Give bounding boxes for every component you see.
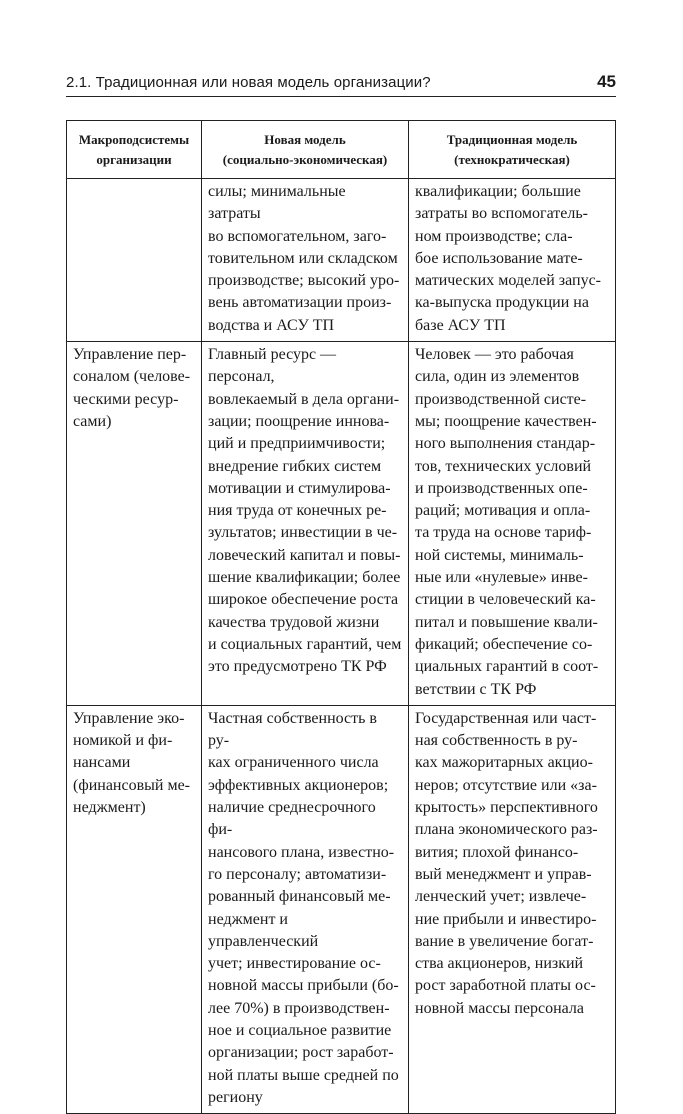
table-row: [67, 705, 616, 1113]
column-header-new-model: Новая модель (социально-экономическая): [202, 121, 409, 179]
cell-new-model: Главный ресурс — персонал, вовлекаемый в дела органи- зации; поощрение иннова- ций и предприимчивости; внедрение гибких систем мотивации и стимулирова- ния труда от конечных ре- зультатов; инвестиции в че- ловеческий капитал и повы- шение квалификации; более широкое обеспечение роста качества трудовой жизни и социальных гарантий, чем это предусмотрено ТК РФ: [202, 342, 409, 706]
column-header-traditional-model: Традиционная модель (технократическая): [409, 121, 616, 179]
table-body: [67, 179, 616, 1114]
section-title: 2.1. Традиционная или новая модель организации?: [66, 74, 431, 91]
table-row: [67, 179, 616, 342]
cell-subsystem: Управление пер- соналом (челове- ческими ресур- сами): [67, 342, 202, 706]
cell-traditional-model: Государственная или част- ная собственность в ру- ках мажоритарных акцио- неров; отсутствие или «за- крытость» перспективного плана экономического раз- вития; плохой финансо- вый менеджмент и управ- ленческий учет; извлече- ние прибыли и инвестиро- вание в увеличение богат- ства акционеров, низкий рост заработной платы ос- новной массы персонала: [409, 705, 616, 1113]
header-rule: [66, 96, 616, 97]
cell-subsystem: Управление эко- номикой и фи- нансами (финансовый ме- неджмент): [67, 705, 202, 1113]
table-row: [67, 342, 616, 706]
cell-traditional-model: Человек — это рабочая сила, один из элементов производственной систе- мы; поощрение качествен- ного выполнения стандар- тов, технических условий и производственных опе- раций; мотивация и опла- та труда на основе тариф- ной системы, минималь- ные или «нулевые» инве- стиции в человеческий ка- питал и повышение квали- фикаций; обеспечение со- циальных гарантий в соот- ветствии с ТК РФ: [409, 342, 616, 706]
cell-subsystem: [67, 179, 202, 342]
cell-traditional-model: квалификации; большие затраты во вспомогатель- ном производстве; сла- бое использование мате- матических моделей запус- ка-выпуска продукции на базе АСУ ТП: [409, 179, 616, 342]
page-number: 45: [597, 72, 616, 91]
table-header: [67, 121, 616, 179]
cell-new-model: силы; минимальные затраты во вспомогательном, заго- товительном или складском производстве; высокий уро- вень автоматизации произ- водства и АСУ ТП: [202, 179, 409, 342]
comparison-table: [66, 120, 616, 1114]
table-header-row: [67, 121, 616, 179]
column-header-subsystems: Макроподсистемы организации: [67, 121, 202, 179]
cell-new-model: Частная собственность в ру- ках ограниченного числа эффективных акционеров; наличие среднесрочного фи- нансового плана, известно- го персоналу; автоматизи- рованный финансовый ме- неджмент и управленческий учет; инвестирование ос- новной массы прибыли (бо- лее 70%) в производствен- ное и социальное развитие организации; рост заработ- ной платы выше средней по региону: [202, 705, 409, 1113]
